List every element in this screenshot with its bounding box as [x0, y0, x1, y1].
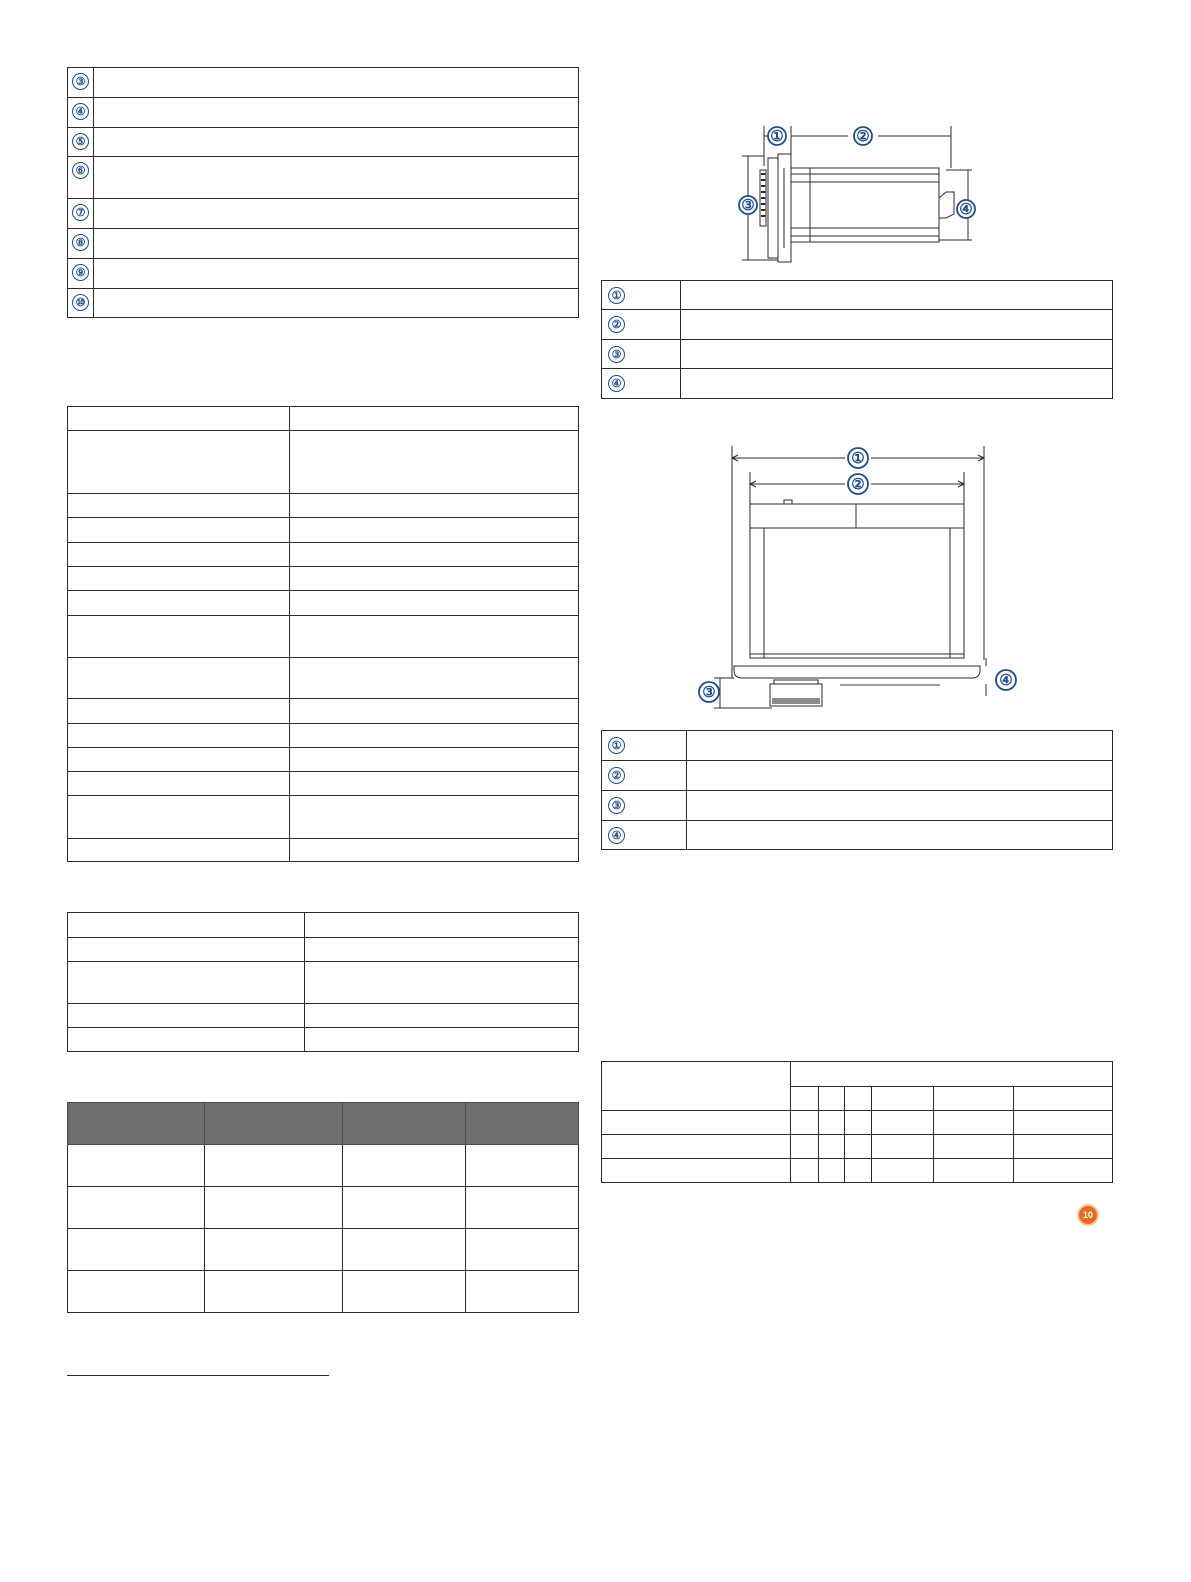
dimension-callout — [699, 682, 719, 702]
table-cell — [305, 913, 579, 938]
specifications-table — [67, 406, 579, 862]
table-cell — [94, 259, 579, 289]
table-cell — [681, 281, 1113, 310]
table-cell — [681, 340, 1113, 369]
page-badge-icon: 10 — [1079, 1206, 1097, 1224]
table-cell — [819, 1135, 845, 1159]
table-cell — [68, 658, 290, 699]
svg-text:④: ④ — [999, 672, 1013, 689]
table-cell — [68, 1229, 205, 1271]
table-cell — [290, 567, 579, 591]
table-cell — [687, 761, 1113, 791]
table-cell — [872, 1135, 934, 1159]
table-header-cell — [872, 1087, 934, 1111]
table-cell — [290, 839, 579, 862]
table-cell — [205, 1229, 343, 1271]
table-cell — [819, 1159, 845, 1183]
table-cell — [290, 543, 579, 567]
table-cell — [94, 229, 579, 259]
table-cell — [205, 1145, 343, 1187]
dimension-callout — [957, 200, 975, 218]
table-cell — [290, 724, 579, 748]
table-cell — [343, 1187, 466, 1229]
table-cell — [1014, 1111, 1113, 1135]
callout-number: ② — [608, 316, 625, 333]
svg-text:④: ④ — [959, 201, 973, 218]
callout-number: ① — [608, 737, 625, 754]
table-cell — [845, 1159, 872, 1183]
table-cell — [68, 616, 290, 658]
compatibility-matrix-table — [601, 1061, 1113, 1183]
table-cell — [68, 1145, 205, 1187]
dimension-callout — [739, 196, 757, 214]
table-cell — [791, 1135, 819, 1159]
dimension-callout — [996, 670, 1016, 690]
svg-text:②: ② — [851, 476, 865, 493]
table-cell — [845, 1135, 872, 1159]
table-cell — [68, 724, 290, 748]
table-cell — [687, 821, 1113, 850]
table-cell — [305, 962, 579, 1004]
callout-number: ⑦ — [72, 204, 89, 221]
table-cell — [466, 1229, 579, 1271]
table-cell — [68, 699, 290, 724]
table-cell — [94, 157, 579, 199]
table-header-cell — [1014, 1087, 1113, 1111]
table-cell — [290, 616, 579, 658]
table-cell — [68, 431, 290, 494]
table-cell — [466, 1187, 579, 1229]
table-cell — [290, 748, 579, 772]
svg-text:②: ② — [856, 128, 870, 145]
table-header-cell — [68, 1103, 205, 1145]
table-header-cell — [934, 1087, 1014, 1111]
table-cell — [68, 494, 290, 518]
table-cell — [305, 938, 579, 962]
callout-number: ③ — [72, 73, 89, 90]
callout-number: ⑥ — [72, 162, 89, 179]
table-cell — [68, 1028, 305, 1052]
table-cell — [1014, 1135, 1113, 1159]
table-header-cell — [205, 1103, 343, 1145]
dimension-callout — [848, 474, 868, 494]
side-view-dimension-diagram — [720, 118, 990, 266]
table-cell — [68, 962, 305, 1004]
table-cell — [290, 591, 579, 616]
table-cell — [205, 1187, 343, 1229]
table-cell — [872, 1111, 934, 1135]
table-cell — [68, 772, 290, 796]
table-cell — [343, 1145, 466, 1187]
table-cell — [290, 494, 579, 518]
table-cell — [602, 1135, 791, 1159]
table-cell — [68, 518, 290, 543]
callout-number: ① — [608, 287, 625, 304]
table-cell — [68, 913, 305, 938]
table-cell — [68, 1187, 205, 1229]
table-cell — [934, 1159, 1014, 1183]
table-cell — [290, 796, 579, 839]
dimension-callout — [854, 127, 872, 145]
dimension-callout — [848, 448, 868, 468]
table-header-cell — [466, 1103, 579, 1145]
table-cell — [681, 310, 1113, 340]
table-cell — [68, 796, 290, 839]
callout-number: ③ — [608, 346, 625, 363]
table-header-cell — [602, 1062, 791, 1111]
table-cell — [305, 1028, 579, 1052]
table-cell — [68, 748, 290, 772]
table-cell — [343, 1271, 466, 1313]
table-cell — [290, 772, 579, 796]
svg-text:①: ① — [770, 128, 784, 145]
table-cell — [602, 1111, 791, 1135]
table-cell — [681, 369, 1113, 399]
table-cell — [290, 407, 579, 431]
table-cell — [466, 1145, 579, 1187]
table-cell — [687, 731, 1113, 761]
callout-number: ⑩ — [72, 294, 89, 311]
table-cell — [205, 1271, 343, 1313]
table-cell — [845, 1111, 872, 1135]
table-cell — [68, 543, 290, 567]
four-column-table — [67, 1102, 579, 1313]
front-view-legend-table — [601, 730, 1113, 850]
table-cell — [290, 431, 579, 494]
callout-number: ③ — [608, 797, 625, 814]
table-cell — [687, 791, 1113, 821]
svg-text:③: ③ — [702, 684, 716, 701]
table-cell — [934, 1135, 1014, 1159]
table-cell — [343, 1229, 466, 1271]
table-cell — [68, 1271, 205, 1313]
dimension-callout — [768, 127, 786, 145]
table-cell — [290, 699, 579, 724]
table-cell — [94, 128, 579, 157]
table-cell — [94, 68, 579, 98]
callout-number: ⑤ — [72, 133, 89, 150]
svg-text:③: ③ — [741, 197, 755, 214]
table-header-cell — [819, 1087, 845, 1111]
table-cell — [68, 407, 290, 431]
side-view-legend-table — [601, 280, 1113, 399]
table-header-cell — [845, 1087, 872, 1111]
table-cell — [290, 518, 579, 543]
callout-number: ⑨ — [72, 264, 89, 281]
svg-text:①: ① — [851, 450, 865, 467]
callout-number: ④ — [72, 103, 89, 120]
callout-number: ② — [608, 767, 625, 784]
table-cell — [68, 938, 305, 962]
footnote-divider — [67, 1375, 329, 1376]
table-cell — [819, 1111, 845, 1135]
table-cell — [94, 98, 579, 128]
table-cell — [68, 839, 290, 862]
table-cell — [68, 591, 290, 616]
table-cell — [1014, 1159, 1113, 1183]
table-cell — [94, 199, 579, 229]
table-header-cell — [791, 1087, 819, 1111]
table-cell — [68, 1004, 305, 1028]
parts-callout-table — [67, 67, 579, 318]
table-cell — [466, 1271, 579, 1313]
table-cell — [791, 1111, 819, 1135]
table-header-cell — [791, 1062, 1113, 1087]
table-cell — [305, 1004, 579, 1028]
callout-number: ⑧ — [72, 234, 89, 251]
table-cell — [872, 1159, 934, 1183]
secondary-specs-table — [67, 912, 579, 1052]
table-cell — [934, 1111, 1014, 1135]
front-view-dimension-diagram — [690, 440, 1030, 718]
table-cell — [68, 567, 290, 591]
table-cell — [94, 289, 579, 318]
table-header-cell — [343, 1103, 466, 1145]
table-cell — [791, 1159, 819, 1183]
table-cell — [290, 658, 579, 699]
callout-number: ④ — [608, 375, 625, 392]
callout-number: ④ — [608, 827, 625, 844]
table-cell — [602, 1159, 791, 1183]
